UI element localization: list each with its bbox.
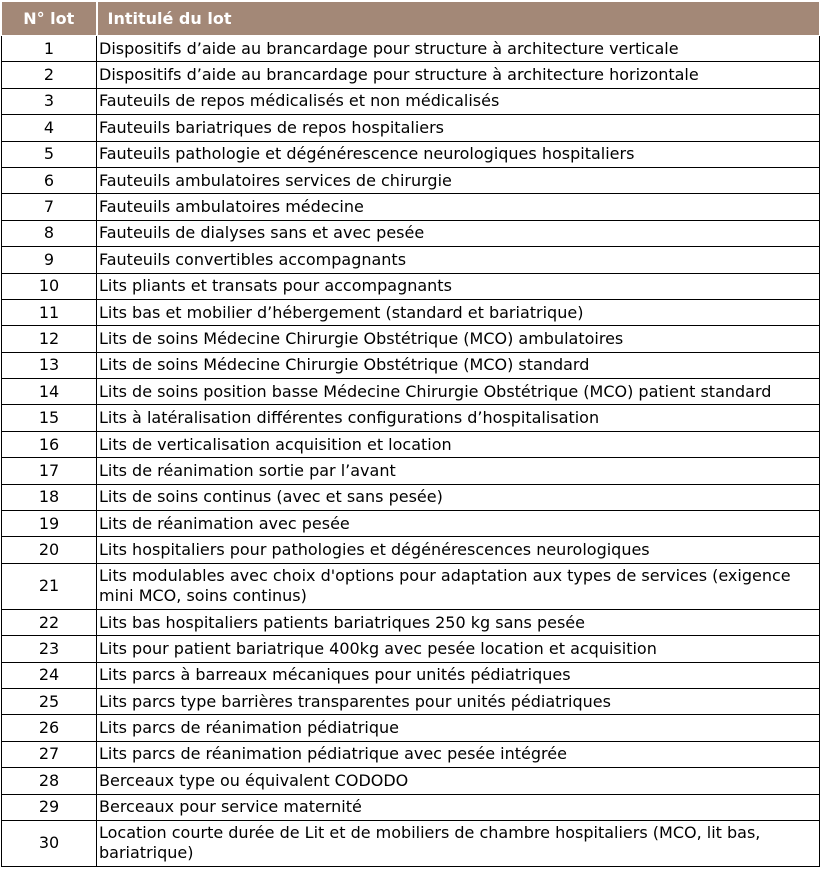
lot-number-cell: 30 — [2, 820, 97, 866]
lot-number-cell: 16 — [2, 431, 97, 457]
table-row — [2, 794, 820, 820]
lot-title-cell: Fauteuils ambulatoires services de chirurgie — [97, 167, 820, 193]
lot-title-cell: Lits parcs de réanimation pédiatrique — [97, 715, 820, 741]
lot-number-cell: 21 — [2, 563, 97, 609]
table-row — [2, 458, 820, 484]
table-row — [2, 662, 820, 688]
table-row — [2, 768, 820, 794]
lot-number-cell: 22 — [2, 609, 97, 635]
table-row — [2, 405, 820, 431]
table-header — [2, 2, 820, 36]
lot-number-cell: 29 — [2, 794, 97, 820]
table-row — [2, 688, 820, 714]
lot-title-cell: Lits de soins position basse Médecine Chirurgie Obstétrique (MCO) patient standard — [97, 379, 820, 405]
lot-number-cell: 6 — [2, 167, 97, 193]
lot-title-cell: Lits de réanimation avec pesée — [97, 511, 820, 537]
lot-number-cell: 25 — [2, 688, 97, 714]
lot-title-cell: Lits hospitaliers pour pathologies et dégénérescences neurologiques — [97, 537, 820, 563]
table-row — [2, 167, 820, 193]
lot-title-cell: Dispositifs d’aide au brancardage pour structure à architecture horizontale — [97, 62, 820, 88]
table-row — [2, 194, 820, 220]
table-row — [2, 36, 820, 62]
lot-title-cell: Fauteuils ambulatoires médecine — [97, 194, 820, 220]
lot-number-cell: 12 — [2, 326, 97, 352]
lot-title-cell: Dispositifs d’aide au brancardage pour structure à architecture verticale — [97, 36, 820, 62]
lot-title-cell: Lits bas et mobilier d’hébergement (standard et bariatrique) — [97, 299, 820, 325]
lot-number-cell: 28 — [2, 768, 97, 794]
lot-number-cell: 14 — [2, 379, 97, 405]
lot-title-cell: Berceaux type ou équivalent CODODO — [97, 768, 820, 794]
lot-title-cell: Fauteuils de dialyses sans et avec pesée — [97, 220, 820, 246]
lot-number-cell: 15 — [2, 405, 97, 431]
lot-title-cell: Lits de réanimation sortie par l’avant — [97, 458, 820, 484]
lot-title-cell: Lits parcs type barrières transparentes pour unités pédiatriques — [97, 688, 820, 714]
lot-number-cell: 26 — [2, 715, 97, 741]
table-row — [2, 511, 820, 537]
lot-number-cell: 23 — [2, 636, 97, 662]
lot-number-cell: 24 — [2, 662, 97, 688]
lot-title-cell: Fauteuils pathologie et dégénérescence neurologiques hospitaliers — [97, 141, 820, 167]
table-row — [2, 741, 820, 767]
table-row — [2, 379, 820, 405]
lot-title-cell: Lits de soins continus (avec et sans pesée) — [97, 484, 820, 510]
table-row — [2, 247, 820, 273]
header-lot-number: N° lot — [2, 2, 97, 36]
lot-number-cell: 1 — [2, 36, 97, 62]
table-row — [2, 299, 820, 325]
lot-number-cell: 8 — [2, 220, 97, 246]
lot-number-cell: 20 — [2, 537, 97, 563]
table-row — [2, 431, 820, 457]
lot-title-cell: Lits modulables avec choix d'options pour adaptation aux types de services (exigence mini MCO, soins continus) — [97, 563, 820, 609]
lot-title-cell: Lits pliants et transats pour accompagnants — [97, 273, 820, 299]
table-row — [2, 62, 820, 88]
table-row — [2, 484, 820, 510]
lot-title-cell: Lits pour patient bariatrique 400kg avec pesée location et acquisition — [97, 636, 820, 662]
lot-title-cell: Fauteuils bariatriques de repos hospitaliers — [97, 115, 820, 141]
table-row — [2, 636, 820, 662]
lot-title-cell: Location courte durée de Lit et de mobiliers de chambre hospitaliers (MCO, lit bas, bariatrique) — [97, 820, 820, 866]
lot-title-cell: Lits de verticalisation acquisition et location — [97, 431, 820, 457]
lot-title-cell: Berceaux pour service maternité — [97, 794, 820, 820]
lot-title-cell: Fauteuils de repos médicalisés et non médicalisés — [97, 88, 820, 114]
lot-number-cell: 11 — [2, 299, 97, 325]
lot-title-cell: Lits bas hospitaliers patients bariatriques 250 kg sans pesée — [97, 609, 820, 635]
lot-number-cell: 3 — [2, 88, 97, 114]
table-row — [2, 609, 820, 635]
table-row — [2, 352, 820, 378]
table-row — [2, 220, 820, 246]
lot-number-cell: 4 — [2, 115, 97, 141]
table-row — [2, 563, 820, 609]
lot-number-cell: 19 — [2, 511, 97, 537]
lot-number-cell: 10 — [2, 273, 97, 299]
table-row — [2, 273, 820, 299]
lot-number-cell: 7 — [2, 194, 97, 220]
table-body — [2, 36, 820, 867]
lot-number-cell: 17 — [2, 458, 97, 484]
table-row — [2, 820, 820, 866]
header-lot-title: Intitulé du lot — [97, 2, 820, 36]
lot-number-cell: 13 — [2, 352, 97, 378]
lot-title-cell: Lits de soins Médecine Chirurgie Obstétrique (MCO) ambulatoires — [97, 326, 820, 352]
lot-title-cell: Lits parcs à barreaux mécaniques pour unités pédiatriques — [97, 662, 820, 688]
lot-title-cell: Lits de soins Médecine Chirurgie Obstétrique (MCO) standard — [97, 352, 820, 378]
lot-title-cell: Lits à latéralisation différentes configurations d’hospitalisation — [97, 405, 820, 431]
lot-number-cell: 5 — [2, 141, 97, 167]
table-row — [2, 115, 820, 141]
lot-number-cell: 18 — [2, 484, 97, 510]
lot-number-cell: 27 — [2, 741, 97, 767]
header-row — [2, 2, 820, 36]
table-row — [2, 141, 820, 167]
lot-title-cell: Lits parcs de réanimation pédiatrique avec pesée intégrée — [97, 741, 820, 767]
table-row — [2, 88, 820, 114]
lot-number-cell: 9 — [2, 247, 97, 273]
table-row — [2, 326, 820, 352]
lots-table — [1, 1, 821, 867]
table-row — [2, 715, 820, 741]
lot-title-cell: Fauteuils convertibles accompagnants — [97, 247, 820, 273]
table-row — [2, 537, 820, 563]
lot-number-cell: 2 — [2, 62, 97, 88]
